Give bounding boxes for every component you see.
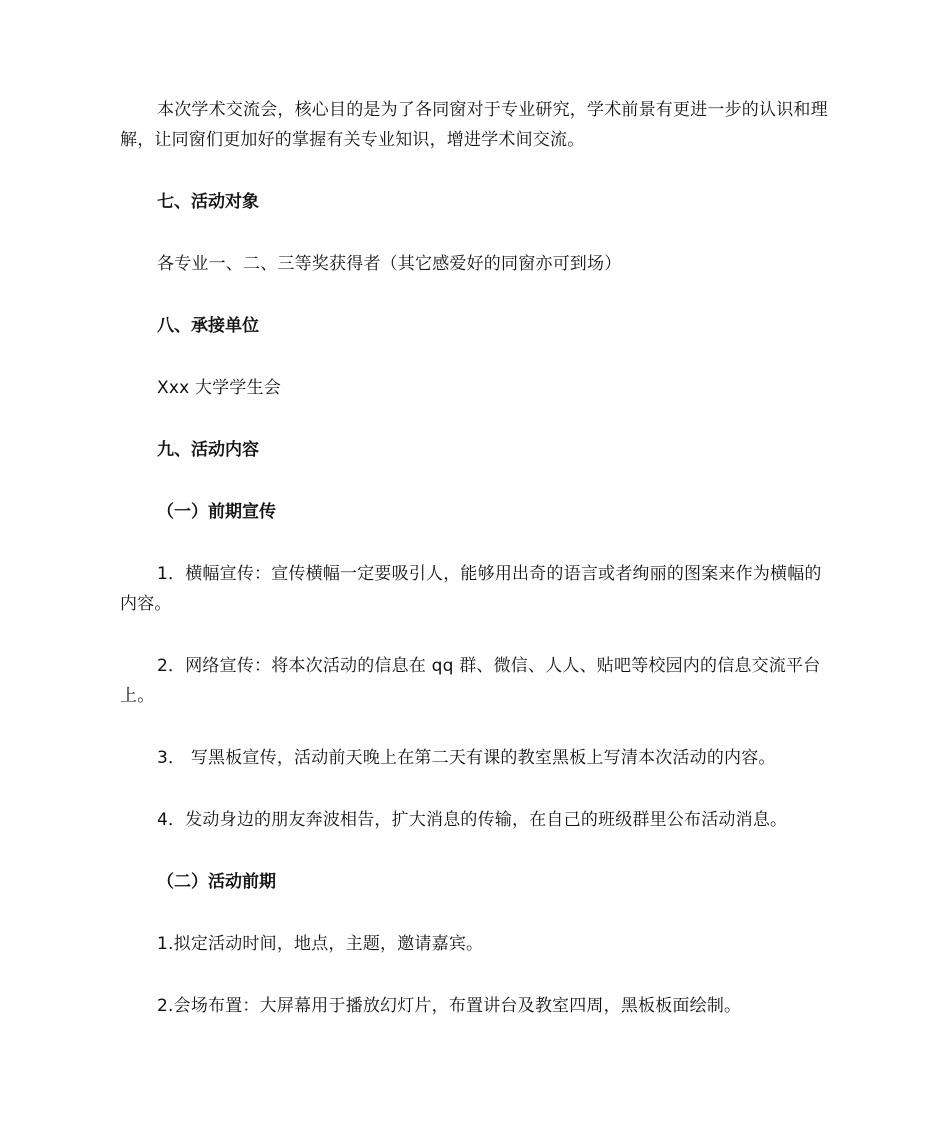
list-item: 2．网络宣传：将本次活动的信息在 qq 群、微信、人人、贴吧等校园内的信息交流平台上。 (120, 656, 821, 706)
list-item: 2.会场布置：大屏幕用于播放幻灯片，布置讲台及教室四周，黑板板面绘制。 (157, 996, 742, 1016)
section-body-7: 各专业一、二、三等奖获得者（其它感爱好的同窗亦可到场） (157, 254, 622, 274)
document-body (120, 95, 832, 1053)
section-heading-9: 九、活动内容 (157, 440, 259, 460)
list-item: 3． 写黑板宣传，活动前天晚上在第二天有课的教室黑板上写清本次活动的内容。 (157, 748, 776, 768)
list-item: 1.拟定活动时间，地点，主题，邀请嘉宾。 (157, 934, 484, 954)
section-heading-7: 七、活动对象 (157, 192, 259, 212)
section-body-8: Xxx 大学学生会 (157, 378, 281, 398)
list-item: 1．横幅宣传：宣传横幅一定要吸引人，能够用出奇的语言或者绚丽的图案来作为横幅的内容。 (120, 564, 822, 614)
list-item: 4．发动身边的朋友奔波相告，扩大消息的传输，在自己的班级群里公布活动消息。 (157, 810, 788, 830)
section-heading-8: 八、承接单位 (157, 316, 259, 336)
intro-paragraph: 本次学术交流会，核心目的是为了各同窗对于专业研究，学术前景有更进一步的认识和理解，让同窗们更加好的掌握有关专业知识，增进学术间交流。 (120, 100, 828, 150)
subsection-heading-promotion: （一）前期宣传 (157, 502, 276, 522)
subsection-heading-preparation: （二）活动前期 (157, 872, 276, 892)
